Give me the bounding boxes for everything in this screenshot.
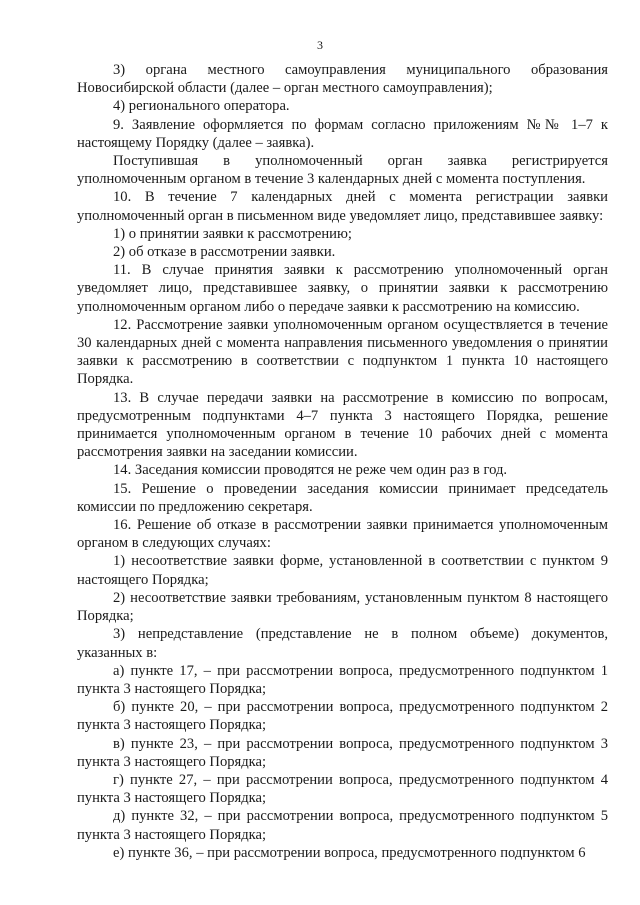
paragraph: е) пункте 36, – при рассмотрении вопроса, предусмотренного подпунктом 6 bbox=[113, 844, 586, 861]
paragraph: 4) регионального оператора. bbox=[113, 98, 290, 115]
paragraph: 16. Решение об отказе в рассмотрении заявки принимается уполномоченным органом в следующих случаях: bbox=[77, 517, 608, 552]
paragraph: 2) об отказе в рассмотрении заявки. bbox=[113, 244, 336, 261]
paragraph: 2) несоответствие заявки требованиям, установленным пунктом 8 настоящего Порядка; bbox=[77, 589, 608, 625]
paragraph: 15. Решение о проведении заседания комиссии принимает председатель комиссии по предложению секретаря. bbox=[77, 480, 608, 515]
paragraph: 14. Заседания комиссии проводятся не реже чем один раз в год. bbox=[113, 462, 508, 479]
paragraph: 1) о принятии заявки к рассмотрению; bbox=[113, 225, 352, 242]
paragraph: 11. В случае принятия заявки к рассмотрению уполномоченный орган уведомляет лицо, представившее заявку, о принятии заявки к рассмотрению уполномоченным органом либо о передаче заявки к рассмотрению на комиссию. bbox=[77, 262, 608, 315]
paragraph: а) пункте 17, – при рассмотрении вопроса, предусмотренного подпунктом 1 пункта 3 настоящего Порядка; bbox=[77, 662, 608, 697]
paragraph: 3) непредставление (представление не в полном объеме) документов, указанных в: bbox=[77, 626, 608, 661]
document-body bbox=[77, 61, 608, 862]
paragraph: д) пункте 32, – при рассмотрении вопроса, предусмотренного подпунктом 5 пункта 3 настоящего Порядка; bbox=[77, 808, 608, 843]
paragraph: 3) органа местного самоуправления муниципального образования Новосибирской области (далее – орган местного самоуправления); bbox=[77, 62, 608, 97]
paragraph: 9. Заявление оформляется по формам согласно приложениям №№ 1–7 к настоящему Порядку (далее – заявка). bbox=[77, 116, 608, 151]
page-number: 3 bbox=[317, 38, 323, 52]
paragraph: Поступившая в уполномоченный орган заявка регистрируется уполномоченным органом в течение 3 календарных дней с момента поступления. bbox=[77, 153, 608, 188]
paragraph: 13. В случае передачи заявки на рассмотрение в комиссию по вопросам, предусмотренным подпунктами 4–7 пункта 3 настоящего Порядка, решение принимается уполномоченным органом в течение 10 рабочих дней с момента рассмотрения заявки на заседании комиссии. bbox=[77, 389, 608, 461]
paragraph: 12. Рассмотрение заявки уполномоченным органом осуществляется в течение 30 календарных дней с момента направления письменного уведомления о принятии заявки к рассмотрению в соответствии с подпунктом 1 пункта 10 настоящего Порядка. bbox=[77, 316, 608, 388]
paragraph: б) пункте 20, – при рассмотрении вопроса, предусмотренного подпунктом 2 пункта 3 настоящего Порядка; bbox=[77, 699, 608, 734]
paragraph: 1) несоответствие заявки форме, установленной в соответствии с пунктом 9 настоящего Порядка; bbox=[77, 553, 608, 588]
paragraph: 10. В течение 7 календарных дней с момента регистрации заявки уполномоченный орган в письменном виде уведомляет лицо, представившее заявку: bbox=[77, 189, 608, 224]
paragraph: в) пункте 23, – при рассмотрении вопроса, предусмотренного подпунктом 3 пункта 3 настоящего Порядка; bbox=[77, 735, 608, 770]
paragraph: г) пункте 27, – при рассмотрении вопроса, предусмотренного подпунктом 4 пункта 3 настоящего Порядка; bbox=[77, 771, 608, 807]
